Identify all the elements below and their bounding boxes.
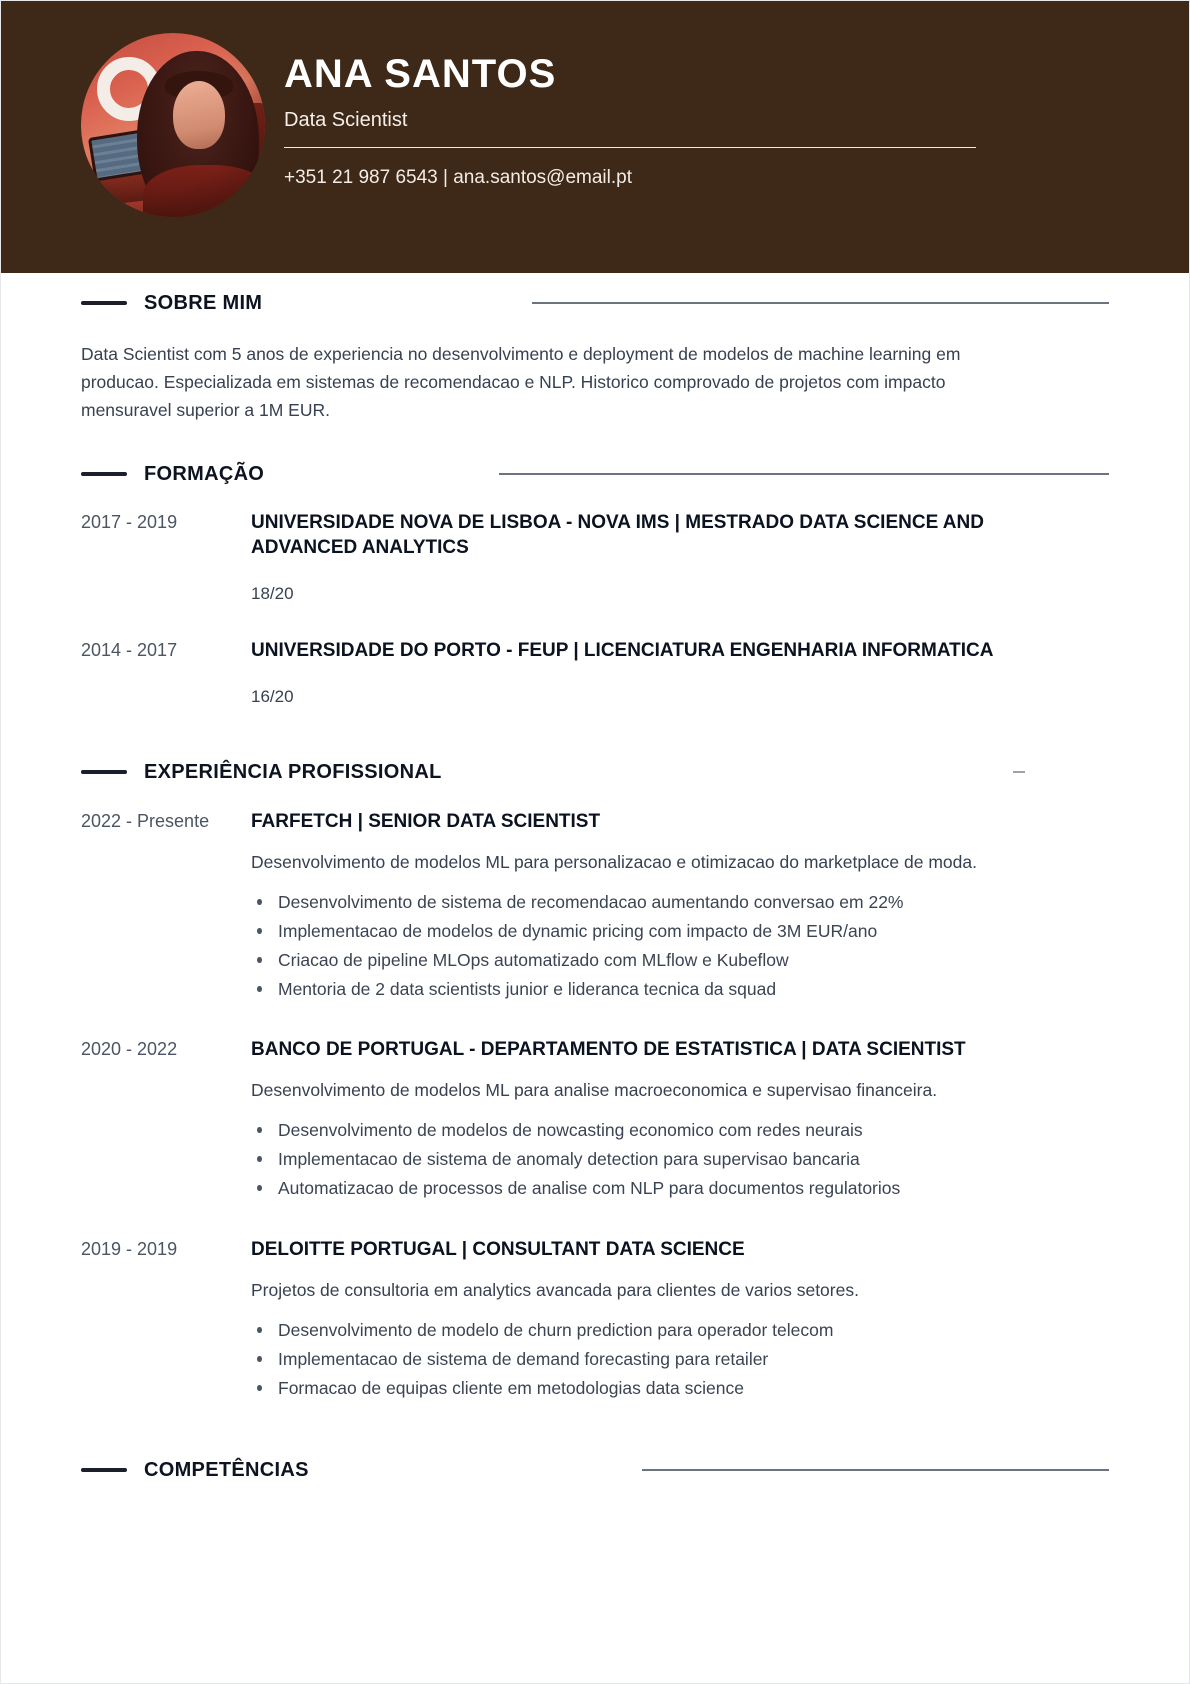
section-title-experience: EXPERIÊNCIA PROFISSIONAL bbox=[144, 760, 442, 783]
section-skills bbox=[81, 1458, 1109, 1482]
experience-bullets bbox=[251, 1116, 1109, 1203]
person-job-title: Data Scientist bbox=[284, 109, 408, 131]
experience-period: 2020 - 2022 bbox=[81, 1039, 178, 1059]
experience-body bbox=[251, 809, 1109, 1004]
contact-line: +351 21 987 6543 | ana.santos@email.pt bbox=[284, 167, 633, 188]
experience-title: FARFETCH | SENIOR DATA SCIENTIST bbox=[251, 811, 601, 832]
heading-dash bbox=[81, 1468, 127, 1472]
section-experience bbox=[81, 760, 1109, 1403]
heading-rule bbox=[532, 302, 1109, 304]
profile-photo bbox=[81, 33, 265, 217]
heading-dash bbox=[81, 770, 127, 774]
education-grade: 16/20 bbox=[251, 687, 294, 706]
education-body bbox=[251, 638, 1109, 707]
experience-bullets bbox=[251, 888, 1109, 1004]
bullet-item: Formacao de equipas cliente em metodologias data science bbox=[251, 1374, 1109, 1403]
section-heading-education bbox=[81, 462, 1109, 486]
bullet-item: Implementacao de sistema de demand forecasting para retailer bbox=[251, 1345, 1109, 1374]
experience-bullets bbox=[251, 1316, 1109, 1403]
experience-period: 2019 - 2019 bbox=[81, 1239, 178, 1259]
heading-dash bbox=[81, 472, 127, 476]
section-title-about: SOBRE MIM bbox=[144, 291, 263, 314]
bullet-item: Implementacao de sistema de anomaly detection para supervisao bancaria bbox=[251, 1145, 1109, 1174]
person-name: ANA SANTOS bbox=[284, 52, 557, 96]
section-title-skills: COMPETÊNCIAS bbox=[144, 1458, 309, 1481]
heading-rule bbox=[642, 1469, 1109, 1471]
section-heading-skills bbox=[81, 1458, 1109, 1482]
experience-description: Desenvolvimento de modelos ML para personalizacao e otimizacao do marketplace de moda. bbox=[251, 852, 977, 872]
experience-title: DELOITTE PORTUGAL | CONSULTANT DATA SCIENCE bbox=[251, 1239, 745, 1260]
experience-period: 2022 - Presente bbox=[81, 811, 210, 831]
heading-rule-collapsed bbox=[1013, 771, 1025, 773]
cv-content bbox=[1, 291, 1189, 1482]
experience-body bbox=[251, 1037, 1109, 1203]
education-body bbox=[251, 510, 1109, 604]
section-about bbox=[81, 291, 1109, 424]
education-entry bbox=[81, 510, 1109, 604]
education-period: 2017 - 2019 bbox=[81, 512, 178, 532]
bullet-item: Implementacao de modelos de dynamic pricing com impacto de 3M EUR/ano bbox=[251, 917, 1109, 946]
bullet-item: Desenvolvimento de modelo de churn prediction para operador telecom bbox=[251, 1316, 1109, 1345]
education-period: 2014 - 2017 bbox=[81, 640, 178, 660]
bullet-item: Desenvolvimento de sistema de recomendacao aumentando conversao em 22% bbox=[251, 888, 1109, 917]
education-entry bbox=[81, 638, 1109, 707]
experience-entry bbox=[81, 1237, 1109, 1403]
experience-description: Projetos de consultoria em analytics avancada para clientes de varios setores. bbox=[251, 1280, 859, 1300]
experience-title: BANCO DE PORTUGAL - DEPARTAMENTO DE ESTATISTICA | DATA SCIENTIST bbox=[251, 1039, 966, 1060]
education-grade: 18/20 bbox=[251, 584, 294, 603]
bullet-item: Desenvolvimento de modelos de nowcasting economico com redes neurais bbox=[251, 1116, 1109, 1145]
photo-vignette bbox=[81, 33, 265, 217]
section-heading-experience bbox=[81, 760, 1109, 784]
header-text-block bbox=[284, 51, 976, 189]
bullet-item: Criacao de pipeline MLOps automatizado com MLflow e Kubeflow bbox=[251, 946, 1109, 975]
about-paragraph: Data Scientist com 5 anos de experiencia no desenvolvimento e deployment de modelos de machine learning em producao. Especializada em sistemas de recomendacao e NLP. Historico comprovado de projetos com impacto mensuravel superior a 1M EUR. bbox=[81, 344, 961, 420]
header-divider bbox=[284, 147, 976, 148]
experience-body bbox=[251, 1237, 1109, 1403]
section-education bbox=[81, 462, 1109, 707]
section-heading-about bbox=[81, 291, 1109, 315]
bullet-item: Automatizacao de processos de analise com NLP para documentos regulatorios bbox=[251, 1174, 1109, 1203]
experience-entry bbox=[81, 809, 1109, 1004]
section-title-education: FORMAÇÃO bbox=[144, 462, 265, 485]
bullet-item: Mentoria de 2 data scientists junior e lideranca tecnica da squad bbox=[251, 975, 1109, 1004]
cv-header bbox=[1, 1, 1189, 273]
experience-description: Desenvolvimento de modelos ML para analise macroeconomica e supervisao financeira. bbox=[251, 1080, 938, 1100]
experience-entry bbox=[81, 1037, 1109, 1203]
education-title: UNIVERSIDADE NOVA DE LISBOA - NOVA IMS | MESTRADO DATA SCIENCE AND ADVANCED ANALYTICS bbox=[251, 512, 984, 558]
education-title: UNIVERSIDADE DO PORTO - FEUP | LICENCIATURA ENGENHARIA INFORMATICA bbox=[251, 640, 994, 661]
heading-rule bbox=[499, 473, 1109, 475]
heading-dash bbox=[81, 301, 127, 305]
